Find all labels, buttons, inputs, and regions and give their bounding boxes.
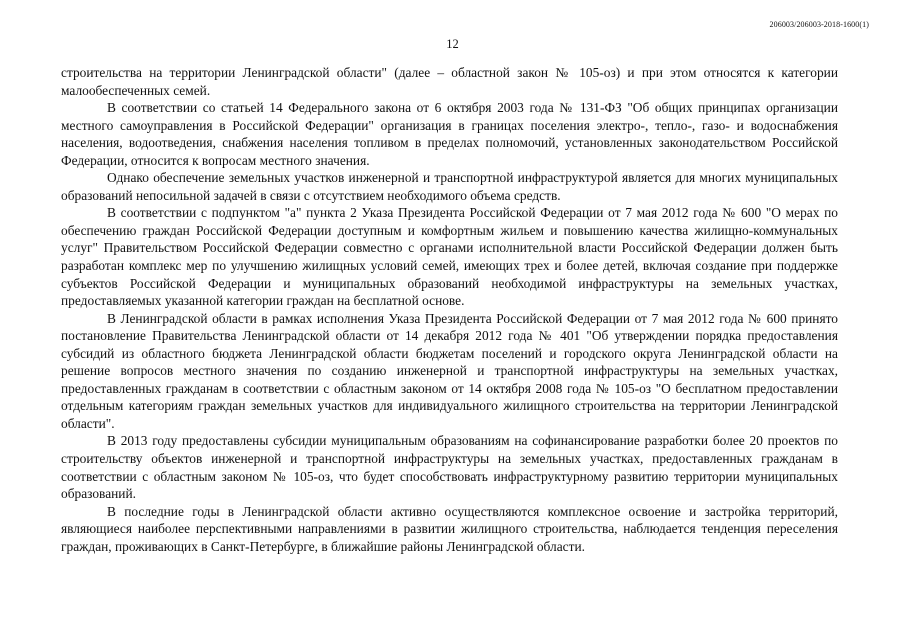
paragraph-continuation: строительства на территории Ленинградской области" (далее – областной закон № 105-оз) и при этом относятся к категории малообеспеченных семей. <box>61 65 838 98</box>
paragraph-recent-development: В последние годы в Ленинградской области активно осуществляются комплексное освоение и застройка территорий, являющиеся наиболее перспективными направлениями в развитии жилищного строительства, наблюдается тенденция переселения граждан, проживающих в Санкт-Петербурге, в ближайшие районы Ленинградской области. <box>61 503 838 554</box>
page-number: 12 <box>446 37 459 51</box>
paragraph-leningrad-resolution: В Ленинградской области в рамках исполнения Указа Президента Российской Федерации от 7 мая 2012 года № 600 принято постановление Правительства Ленинградской области от 14 декабря 2012 года № 401 "Об утверждении порядка предоставления субсидий из областного бюджета Ленинградской области бюджетам поселений и городского округа Ленинградской области на решение вопросов местного значения по созданию инженерной и транспортной инфраструктуры на земельных участках, предоставленных гражданам в соответствии с областным законом от 14 октября 2008 года № 105-оз "О бесплатном предоставлении отдельным категориям граждан земельных участков для индивидуального жилищного строительства на территории Ленинградской области". <box>61 310 838 431</box>
paragraph-infrastructure-funding: Однако обеспечение земельных участков инженерной и транспортной инфраструктурой является для многих муниципальных образований непосильной задачей в связи с отсутствием необходимого объема средств. <box>61 170 838 203</box>
document-id: 206003/206003-2018-1600(1) <box>769 20 869 29</box>
paragraph-presidential-decree: В соответствии с подпунктом "а" пункта 2 Указа Президента Российской Федерации от 7 мая 2012 года № 600 "О мерах по обеспечению граждан Российской Федерации доступным и комфортным жильем и повышению качества жилищно-коммунальных услуг" Правительством Российской Федерации совместно с органами исполнительной власти Российской Федерации должен быть разработан комплекс мер по улучшению жилищных условий семей, имеющих трех и более детей, включая создание при поддержке субъектов Российской Федерации и муниципальных образований необходимой инфраструктуры на земельных участках, предоставляемых указанной категории граждан на бесплатной основе. <box>61 205 838 309</box>
paragraph-federal-law: В соответствии со статьей 14 Федерального закона от 6 октября 2003 года № 131-ФЗ "Об общих принципах организации местного самоуправления в Российской Федерации" организация в границах поселения электро-, тепло-, газо- и водоснабжения населения, водоотведения, снабжения населения топливом в пределах полномочий, установленных законодательством Российской Федерации, относится к вопросам местного значения. <box>61 100 838 168</box>
body-text <box>61 64 838 555</box>
paragraph-subsidies-2013: В 2013 году предоставлены субсидии муниципальным образованиям на софинансирование разработки более 20 проектов по строительству объектов инженерной и транспортной инфраструктуры на земельных участках, предоставленных гражданам в соответствии с областным законом № 105-оз, что будет способствовать инфраструктурному развитию территории муниципальных образований. <box>61 433 838 502</box>
